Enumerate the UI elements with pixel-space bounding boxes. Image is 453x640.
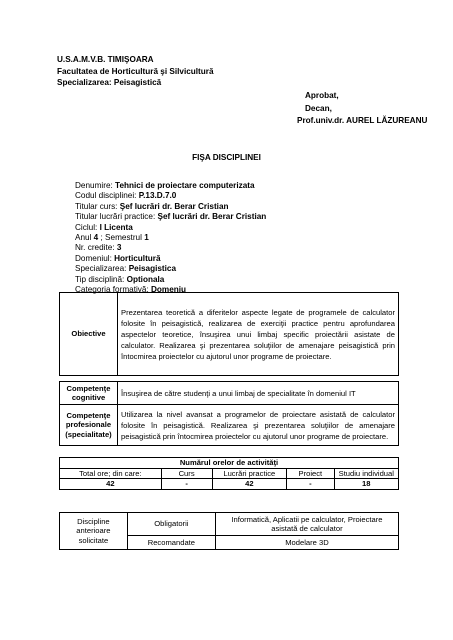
info-line-year-semester: Anul 4 ; Semestrul 1: [75, 233, 149, 243]
specialization-name: Specializarea: Peisagistică: [57, 78, 162, 87]
info-line-type: Tip disciplină: Optionala: [75, 274, 165, 284]
hours-header-total: Total ore; din care:: [60, 468, 162, 479]
professional-competences-text: Utilizarea la nivel avansat a programelor de proiectare asistată de calculator folosite în peisagistică. Realizarea şi prezentarea soluţiilor de amenajare peisagistică prin întocmirea proiectelor cu ajutorul unor programe de proiectare.: [118, 405, 399, 446]
hours-header-project: Proiect: [287, 468, 334, 479]
hours-value-course: -: [161, 479, 212, 490]
mandatory-value: Informatică, Aplicatii pe calculator, Proiectare asistată de calculator: [215, 513, 398, 536]
hours-value-total: 42: [60, 479, 162, 490]
objectives-competences-table: [59, 292, 399, 446]
recommended-value: Modelare 3D: [215, 536, 398, 550]
hours-values-row: [60, 479, 399, 490]
hours-header-practical: Lucrări practice: [212, 468, 287, 479]
objectives-label: Obiective: [60, 293, 118, 376]
hours-value-individual: 18: [334, 479, 398, 490]
info-line-practical-holder: Titular lucrări practice: Şef lucrări dr. Berar Cristian: [75, 212, 267, 222]
hours-table: [59, 457, 399, 490]
hours-title-row: [60, 458, 399, 469]
hours-title: Numărul orelor de activităţi: [60, 458, 399, 469]
info-line-code: Codul disciplinei: P.13.D.7.0: [75, 191, 177, 201]
approval-block: [297, 90, 427, 128]
cognitive-competences-row: [60, 382, 399, 405]
prerequisites-table: [59, 512, 399, 550]
hours-value-practical: 42: [212, 479, 287, 490]
mandatory-label: Obligatorii: [127, 513, 215, 536]
hours-header-course: Curs: [161, 468, 212, 479]
hours-header-individual: Studiu individual: [334, 468, 398, 479]
approval-line: Aprobat,: [305, 91, 339, 100]
info-line-name: Denumire: Tehnici de proiectare computerizata: [75, 181, 255, 190]
professional-competences-row: [60, 405, 399, 446]
cognitive-competences-text: Însuşirea de către studenţi a unui limbaj de specialitate în domeniul IT: [118, 382, 399, 405]
discipline-info: [75, 181, 266, 295]
info-line-course-holder: Titular curs: Şef lucrări dr. Berar Cristian: [75, 201, 229, 211]
recommended-label: Recomandate: [127, 536, 215, 550]
prerequisites-mandatory-row: [60, 513, 399, 536]
dean-line: Decan,: [305, 103, 332, 113]
faculty-name: Facultatea de Horticultură şi Silvicultură: [57, 66, 214, 76]
prerequisites-label: Discipline anterioare solicitate: [60, 513, 128, 550]
objectives-row: [60, 293, 399, 376]
institution-header: [57, 54, 214, 89]
university-name: U.S.A.M.V.B. TIMIŞOARA: [57, 55, 154, 64]
info-line-specialization: Specializarea: Peisagistica: [75, 264, 177, 274]
objectives-text: Prezentarea teoretică a diferitelor aspecte legate de programele de calculator folosite în peisagistică, realizarea de exerciţii practice pentru aprofundarea aspectelor teoretice, însuşirea unui limbaj specific proiectării asistate de calculator. Realizarea şi prezentarea soluţiilor de amenajare peisagistică prin întocmirea proiectelor cu ajutorul unor programe de proiectare.: [118, 293, 399, 376]
cognitive-competences-label: Competenţe cognitive: [60, 382, 118, 405]
info-line-category: Categoria formativă: Domeniu: [75, 285, 187, 295]
page-title: FIŞA DISCIPLINEI: [192, 153, 261, 162]
info-line-credits: Nr. credite: 3: [75, 243, 122, 253]
info-line-cycle: Ciclul: I Licenta: [75, 222, 133, 232]
hours-header-row: [60, 468, 399, 479]
professional-competences-label: Competenţe profesionale (specialitate): [60, 405, 118, 446]
hours-value-project: -: [287, 479, 334, 490]
dean-name: Prof.univ.dr. AUREL LĂZUREANU: [297, 116, 428, 125]
info-line-domain: Domeniul: Horticultură: [75, 253, 161, 263]
